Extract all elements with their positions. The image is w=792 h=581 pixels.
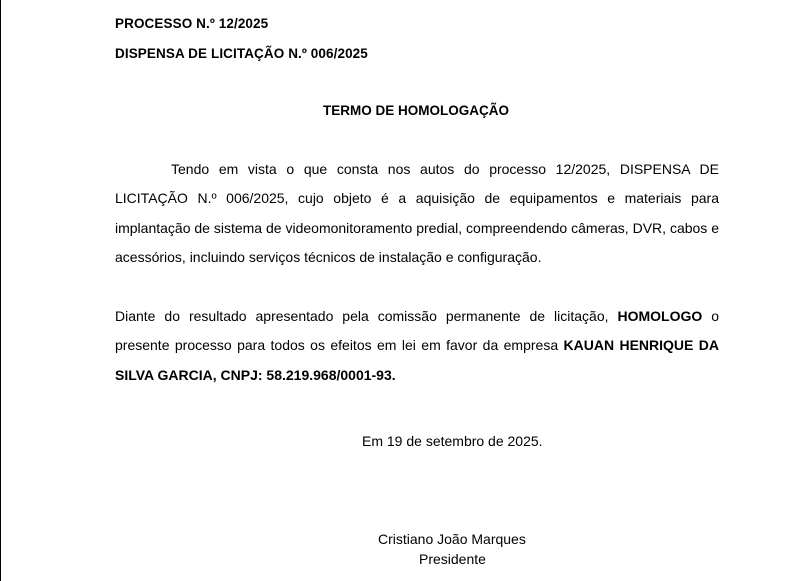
- document-title: TERMO DE HOMOLOGAÇÃO: [323, 103, 509, 118]
- signatory-name: Cristiano João Marques: [378, 531, 526, 547]
- document-date: Em 19 de setembro de 2025.: [362, 433, 543, 449]
- paragraph-considering: Tendo em vista o que consta nos autos do processo 12/2025, DISPENSA DE LICITAÇÃO N.º 006/2025, cujo objeto é a aquisição de equipamentos e materiais para implantação de sistema de videomonitoramento predial, compreendendo câmeras, DVR, cabos e acessórios, incluindo serviços técnicos de instalação e configuração.: [115, 161, 719, 265]
- homologo-keyword: HOMOLOGO: [617, 308, 703, 324]
- paragraph-homologation: [115, 302, 719, 390]
- dispensa-number: DISPENSA DE LICITAÇÃO N.º 006/2025: [115, 46, 368, 61]
- signatory-role: Presidente: [419, 551, 486, 567]
- paragraph-homologation-text-2: o presente processo para todos os efeitos em lei em favor da empresa: [115, 308, 719, 354]
- paragraph-homologation-text-1: Diante do resultado apresentado pela comissão permanente de licitação,: [115, 308, 618, 324]
- process-number: PROCESSO N.º 12/2025: [115, 16, 269, 31]
- company-name-cnpj: KAUAN HENRIQUE DA SILVA GARCIA, CNPJ: 58.219.968/0001-93.: [115, 337, 719, 383]
